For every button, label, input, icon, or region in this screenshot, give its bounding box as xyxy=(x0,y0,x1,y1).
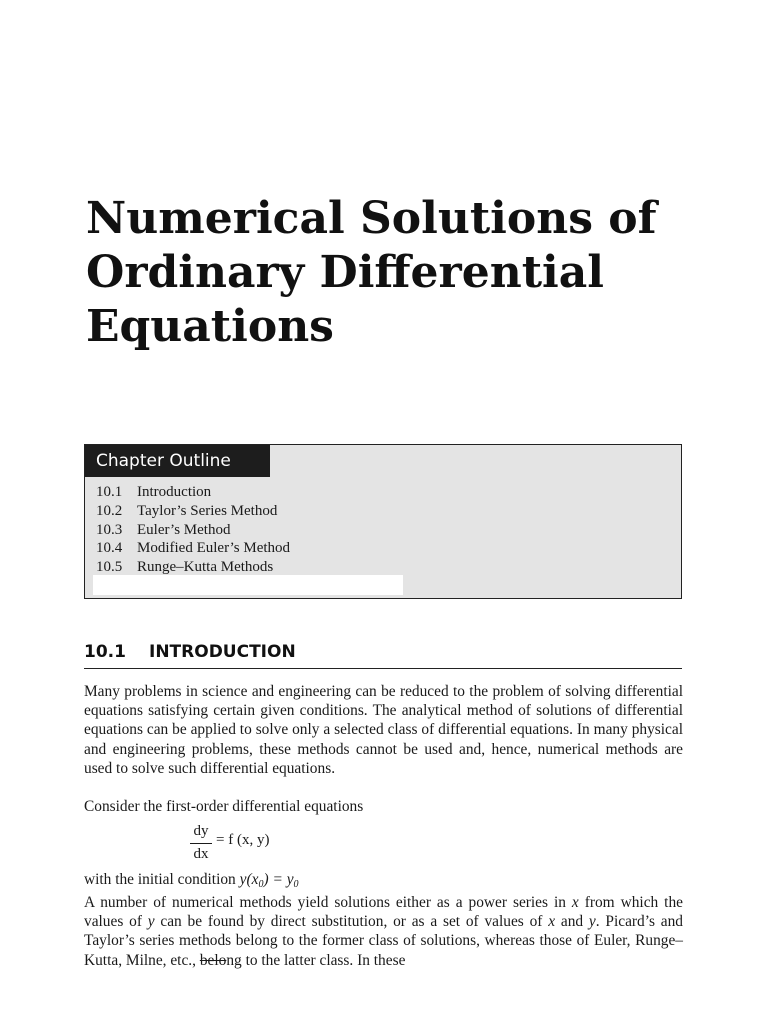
outline-item-number: 10.3 xyxy=(96,521,123,538)
outline-item-label: Runge–Kutta Methods xyxy=(137,559,274,576)
var-y: y xyxy=(588,913,596,931)
methods-text-c: can be found by direct substitution, or as a set of values of xyxy=(154,913,549,931)
outline-item-label: Introduction xyxy=(137,484,212,500)
initial-condition-expression: $y(x_0) = y_0$ xyxy=(239,871,299,890)
chapter-title-line-1: Numerical Solutions of xyxy=(86,193,657,244)
paragraph-initial-condition xyxy=(84,870,683,889)
section-heading xyxy=(84,640,682,669)
struck-text: belo xyxy=(199,951,227,969)
chapter-title-line-3: Equations xyxy=(86,301,334,352)
chapter-title xyxy=(86,192,726,354)
derivative-fraction xyxy=(190,822,212,864)
outline-blank-strip xyxy=(93,575,403,595)
paragraph-consider: Consider the first-order differential equations xyxy=(84,798,364,815)
var-y: y xyxy=(147,913,155,931)
section-title: INTRODUCTION xyxy=(149,642,296,662)
outline-item-label: Euler’s Method xyxy=(137,521,231,538)
outline-item xyxy=(96,539,290,558)
fraction-numerator: dy xyxy=(193,823,209,839)
initial-condition-prefix: with the initial condition xyxy=(84,871,240,888)
chapter-outline-box xyxy=(84,444,682,599)
paragraph-intro: Many problems in science and engineering can be reduced to the problem of solving differential equations satisfying certain given conditions. The analytical method of solutions of differential equations can be applied to solve only a selected class of differential equations. In many physical and engineering problems, these methods cannot be used and, hence, numerical methods are used to solve such differential equations. xyxy=(84,683,683,777)
methods-text-d: and xyxy=(555,913,589,931)
fraction-bar xyxy=(190,843,212,844)
outline-item xyxy=(96,483,290,502)
section-number: 10.1 xyxy=(84,642,126,662)
outline-item xyxy=(96,521,290,540)
methods-text-e: . Picard’s and Taylor’s series methods belong to the former class of solutions, whereas those of Euler, Runge–Kutta, Milne, etc., xyxy=(84,913,684,969)
outline-item-number: 10.2 xyxy=(96,502,123,519)
outline-item-number: 10.1 xyxy=(96,484,123,500)
var-x: x xyxy=(571,894,579,911)
equation-rhs: = f (x, y) xyxy=(216,832,270,848)
chapter-outline-list xyxy=(96,483,290,577)
outline-item-number: 10.4 xyxy=(96,540,123,557)
var-x: x xyxy=(548,913,556,931)
fraction-denominator: dx xyxy=(193,846,209,862)
paragraph-methods xyxy=(84,893,683,970)
methods-text-a: A number of numerical methods yield solutions either as a power series in xyxy=(84,894,572,911)
outline-item-number: 10.5 xyxy=(96,559,123,576)
methods-text-f: ng to the latter class. In these xyxy=(226,951,406,969)
methods-text-b: from which the values of xyxy=(84,894,683,931)
chapter-title-line-2: Ordinary Differential xyxy=(86,247,604,298)
outline-item-label: Modified Euler’s Method xyxy=(137,540,291,557)
chapter-outline-header: Chapter Outline xyxy=(85,445,270,477)
outline-item-label: Taylor’s Series Method xyxy=(137,502,278,519)
outline-item xyxy=(96,502,290,521)
